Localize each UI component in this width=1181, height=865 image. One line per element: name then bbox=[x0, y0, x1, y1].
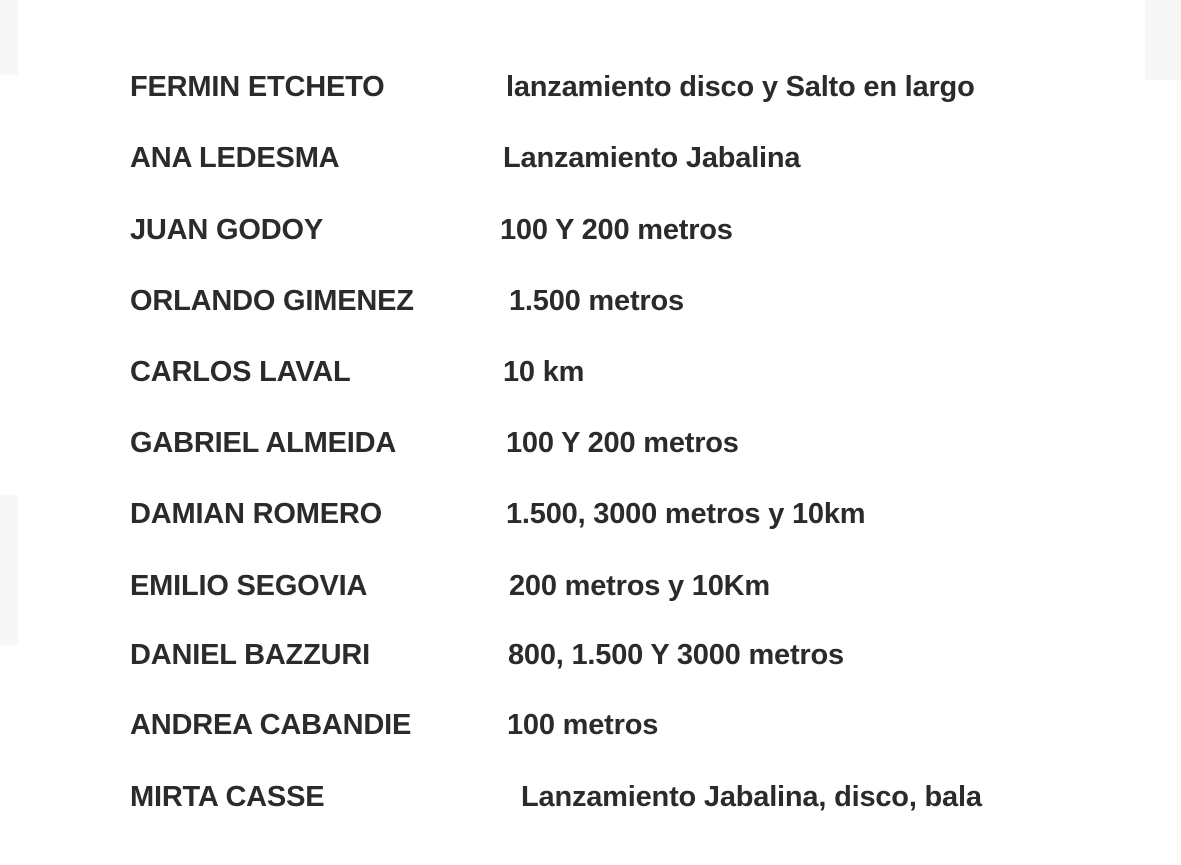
athlete-name: ORLANDO GIMENEZ bbox=[130, 285, 414, 317]
athlete-event: Lanzamiento Jabalina bbox=[503, 142, 801, 174]
list-item bbox=[110, 210, 1070, 250]
athlete-event: 800, 1.500 Y 3000 metros bbox=[508, 639, 844, 671]
list-item bbox=[110, 138, 1070, 178]
list-item bbox=[110, 635, 1070, 675]
athlete-event-list bbox=[110, 50, 1070, 830]
list-item bbox=[110, 566, 1070, 606]
list-item bbox=[110, 705, 1070, 745]
athlete-event: 200 metros y 10Km bbox=[509, 570, 770, 602]
list-item bbox=[110, 281, 1070, 321]
athlete-event: 100 Y 200 metros bbox=[500, 214, 733, 246]
athlete-name: DAMIAN ROMERO bbox=[130, 498, 382, 530]
list-item bbox=[110, 423, 1070, 463]
athlete-event: lanzamiento disco y Salto en largo bbox=[506, 71, 975, 103]
athlete-event: Lanzamiento Jabalina, disco, bala bbox=[521, 781, 982, 813]
athlete-name: ANDREA CABANDIE bbox=[130, 709, 412, 741]
athlete-event: 1.500, 3000 metros y 10km bbox=[506, 498, 866, 530]
athlete-name: MIRTA CASSE bbox=[130, 781, 325, 813]
athlete-event: 100 Y 200 metros bbox=[506, 427, 739, 459]
list-item bbox=[110, 494, 1070, 534]
background-panel-right bbox=[1145, 0, 1181, 80]
athlete-name: EMILIO SEGOVIA bbox=[130, 570, 368, 602]
list-item bbox=[110, 777, 1070, 817]
athlete-event: 10 km bbox=[503, 356, 585, 388]
athlete-event: 1.500 metros bbox=[509, 285, 684, 317]
background-panel-left bbox=[0, 0, 18, 75]
list-item bbox=[110, 67, 1070, 107]
athlete-name: CARLOS LAVAL bbox=[130, 356, 351, 388]
athlete-name: FERMIN ETCHETO bbox=[130, 71, 385, 103]
athlete-name: GABRIEL ALMEIDA bbox=[130, 427, 397, 459]
athlete-name: ANA LEDESMA bbox=[130, 142, 340, 174]
athlete-name: JUAN GODOY bbox=[130, 214, 323, 246]
list-item bbox=[110, 352, 1070, 392]
athlete-event: 100 metros bbox=[507, 709, 659, 741]
athlete-name: DANIEL BAZZURI bbox=[130, 639, 370, 671]
background-panel-left-lower bbox=[0, 495, 18, 645]
